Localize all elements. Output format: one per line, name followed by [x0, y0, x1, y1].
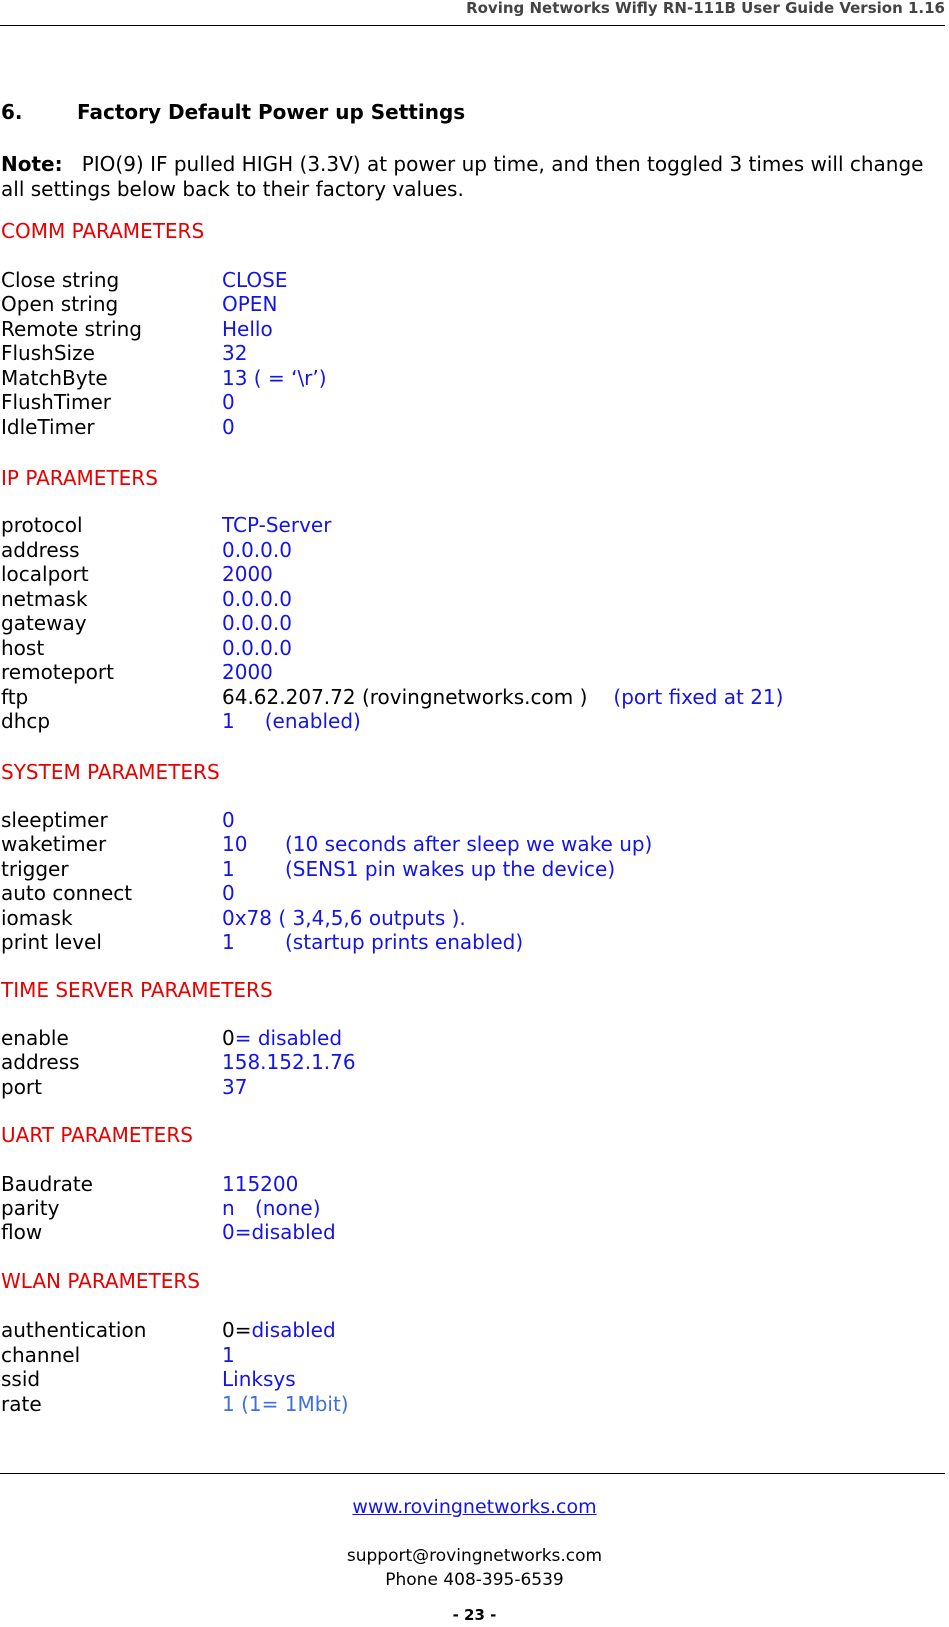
param-key: port: [1, 1075, 42, 1099]
param-value: 0: [222, 808, 235, 832]
note-text: PIO(9) IF pulled HIGH (3.3V) at power up time, and then toggled 3 times will change all settings below back to their factory values.: [1, 152, 924, 201]
website-link[interactable]: www.rovingnetworks.com: [352, 1496, 597, 1518]
param-note: disabled: [251, 1318, 336, 1342]
param-key: gateway: [1, 611, 87, 635]
note-label: Note:: [1, 152, 63, 176]
param-row: [1, 538, 292, 563]
comm-parameters-heading: COMM PARAMETERS: [1, 219, 205, 243]
wlan-parameters-heading: WLAN PARAMETERS: [1, 1269, 200, 1293]
param-value: OPEN: [222, 292, 278, 316]
param-value: 0: [222, 415, 235, 439]
ip-parameters-heading: IP PARAMETERS: [1, 466, 158, 490]
header-text: Roving Networks Wifly RN-111B User Guide Version 1.16: [466, 0, 945, 17]
param-row: [1, 562, 273, 587]
param-key: IdleTimer: [1, 415, 95, 439]
note-paragraph: [1, 152, 931, 202]
param-key: iomask: [1, 906, 73, 930]
param-value: 0.0.0.0: [222, 636, 292, 660]
param-key: enable: [1, 1026, 69, 1050]
support-email: support@rovingnetworks.com: [346, 1546, 603, 1566]
param-key: address: [1, 538, 80, 562]
param-key: authentication: [1, 1318, 147, 1342]
param-value: Hello: [222, 317, 273, 341]
time-server-parameters-heading: TIME SERVER PARAMETERS: [1, 978, 273, 1002]
param-row: [1, 636, 292, 661]
param-row: [1, 341, 247, 366]
param-row: [1, 587, 292, 612]
section-number: 6.: [1, 100, 23, 124]
param-key: channel: [1, 1343, 81, 1367]
param-note: (enabled): [264, 709, 361, 733]
param-row: [1, 292, 277, 317]
param-row: [1, 1220, 336, 1245]
param-value: 0.0.0.0: [222, 611, 292, 635]
param-row: [1, 881, 235, 906]
section-title: Factory Default Power up Settings: [77, 100, 466, 124]
param-key: netmask: [1, 587, 88, 611]
param-row: [1, 1172, 298, 1197]
param-value: n: [222, 1196, 235, 1220]
param-row: [1, 1392, 349, 1417]
param-key: auto connect: [1, 881, 133, 905]
param-key: print level: [1, 930, 102, 954]
uart-parameters-heading: UART PARAMETERS: [1, 1123, 193, 1147]
param-key: trigger: [1, 857, 69, 881]
page-header: [0, 0, 945, 26]
param-key: waketimer: [1, 832, 107, 856]
param-value: 64.62.207.72 (rovingnetworks.com ): [222, 685, 588, 709]
param-row: [1, 268, 287, 293]
param-note: (none): [255, 1196, 321, 1220]
param-value: 158.152.1.76: [222, 1050, 356, 1074]
param-row: [1, 1343, 235, 1368]
param-row: [1, 317, 273, 342]
param-value: 0: [222, 1026, 235, 1050]
param-row: [1, 1050, 356, 1075]
param-note: (startup prints enabled): [285, 930, 524, 954]
param-key: flow: [1, 1220, 43, 1244]
param-key: dhcp: [1, 709, 51, 733]
param-value: 0.0.0.0: [222, 587, 292, 611]
param-key: rate: [1, 1392, 42, 1416]
support-phone: Phone 408-395-6539: [385, 1570, 564, 1590]
param-key: MatchByte: [1, 366, 108, 390]
param-value: 10: [222, 832, 248, 856]
param-row: [1, 513, 331, 538]
param-row: [1, 832, 652, 857]
param-value: 37: [222, 1075, 248, 1099]
param-row: [1, 808, 235, 833]
param-row: [1, 1075, 247, 1100]
param-key: localport: [1, 562, 89, 586]
param-key: remoteport: [1, 660, 114, 684]
section-heading: [1, 100, 465, 124]
param-row: [1, 660, 273, 685]
param-row: [1, 366, 327, 391]
param-note: (port fixed at 21): [613, 685, 784, 709]
param-value: 0: [222, 881, 235, 905]
param-value: 2000: [222, 562, 273, 586]
param-key: FlushSize: [1, 341, 95, 365]
param-row: [1, 1026, 342, 1051]
param-row: [1, 611, 292, 636]
param-row: [1, 906, 466, 931]
param-note: (10 seconds after sleep we wake up): [285, 832, 653, 856]
param-row: [1, 930, 523, 955]
param-value: 13 ( = ‘\r’): [222, 366, 327, 390]
page-number: - 23 -: [452, 1606, 497, 1624]
param-key: Close string: [1, 268, 120, 292]
param-value: Linksys: [222, 1367, 296, 1391]
param-row: [1, 390, 235, 415]
param-value: 2000: [222, 660, 273, 684]
param-value: 0x78 ( 3,4,5,6 outputs ).: [222, 906, 466, 930]
param-row: [1, 1196, 321, 1221]
param-row: [1, 1318, 336, 1343]
param-key: protocol: [1, 513, 83, 537]
param-value: 32: [222, 341, 248, 365]
param-note: (SENS1 pin wakes up the device): [285, 857, 616, 881]
system-parameters-heading: SYSTEM PARAMETERS: [1, 760, 220, 784]
param-value: 0.0.0.0: [222, 538, 292, 562]
param-key: Baudrate: [1, 1172, 93, 1196]
param-note: = disabled: [234, 1026, 343, 1050]
footer-divider: [0, 1473, 945, 1474]
param-key: ftp: [1, 685, 29, 709]
param-key: host: [1, 636, 45, 660]
param-key: FlushTimer: [1, 390, 111, 414]
param-row: [1, 1367, 296, 1392]
param-value: 0: [222, 390, 235, 414]
param-value: 1 (1= 1Mbit): [222, 1392, 349, 1416]
param-row: [1, 685, 783, 710]
param-value: 115200: [222, 1172, 299, 1196]
param-value: 1: [222, 1343, 235, 1367]
param-key: ssid: [1, 1367, 41, 1391]
param-key: Remote string: [1, 317, 142, 341]
param-value: 1: [222, 930, 235, 954]
param-value: 0=disabled: [222, 1220, 336, 1244]
param-key: parity: [1, 1196, 60, 1220]
param-row: [1, 709, 361, 734]
param-key: address: [1, 1050, 80, 1074]
param-key: Open string: [1, 292, 119, 316]
param-value: TCP-Server: [222, 513, 332, 537]
param-value: 1: [222, 857, 235, 881]
param-value: 1: [222, 709, 235, 733]
param-row: [1, 857, 615, 882]
param-value: CLOSE: [222, 268, 288, 292]
param-value: 0=: [222, 1318, 252, 1342]
param-row: [1, 415, 235, 440]
param-key: sleeptimer: [1, 808, 108, 832]
